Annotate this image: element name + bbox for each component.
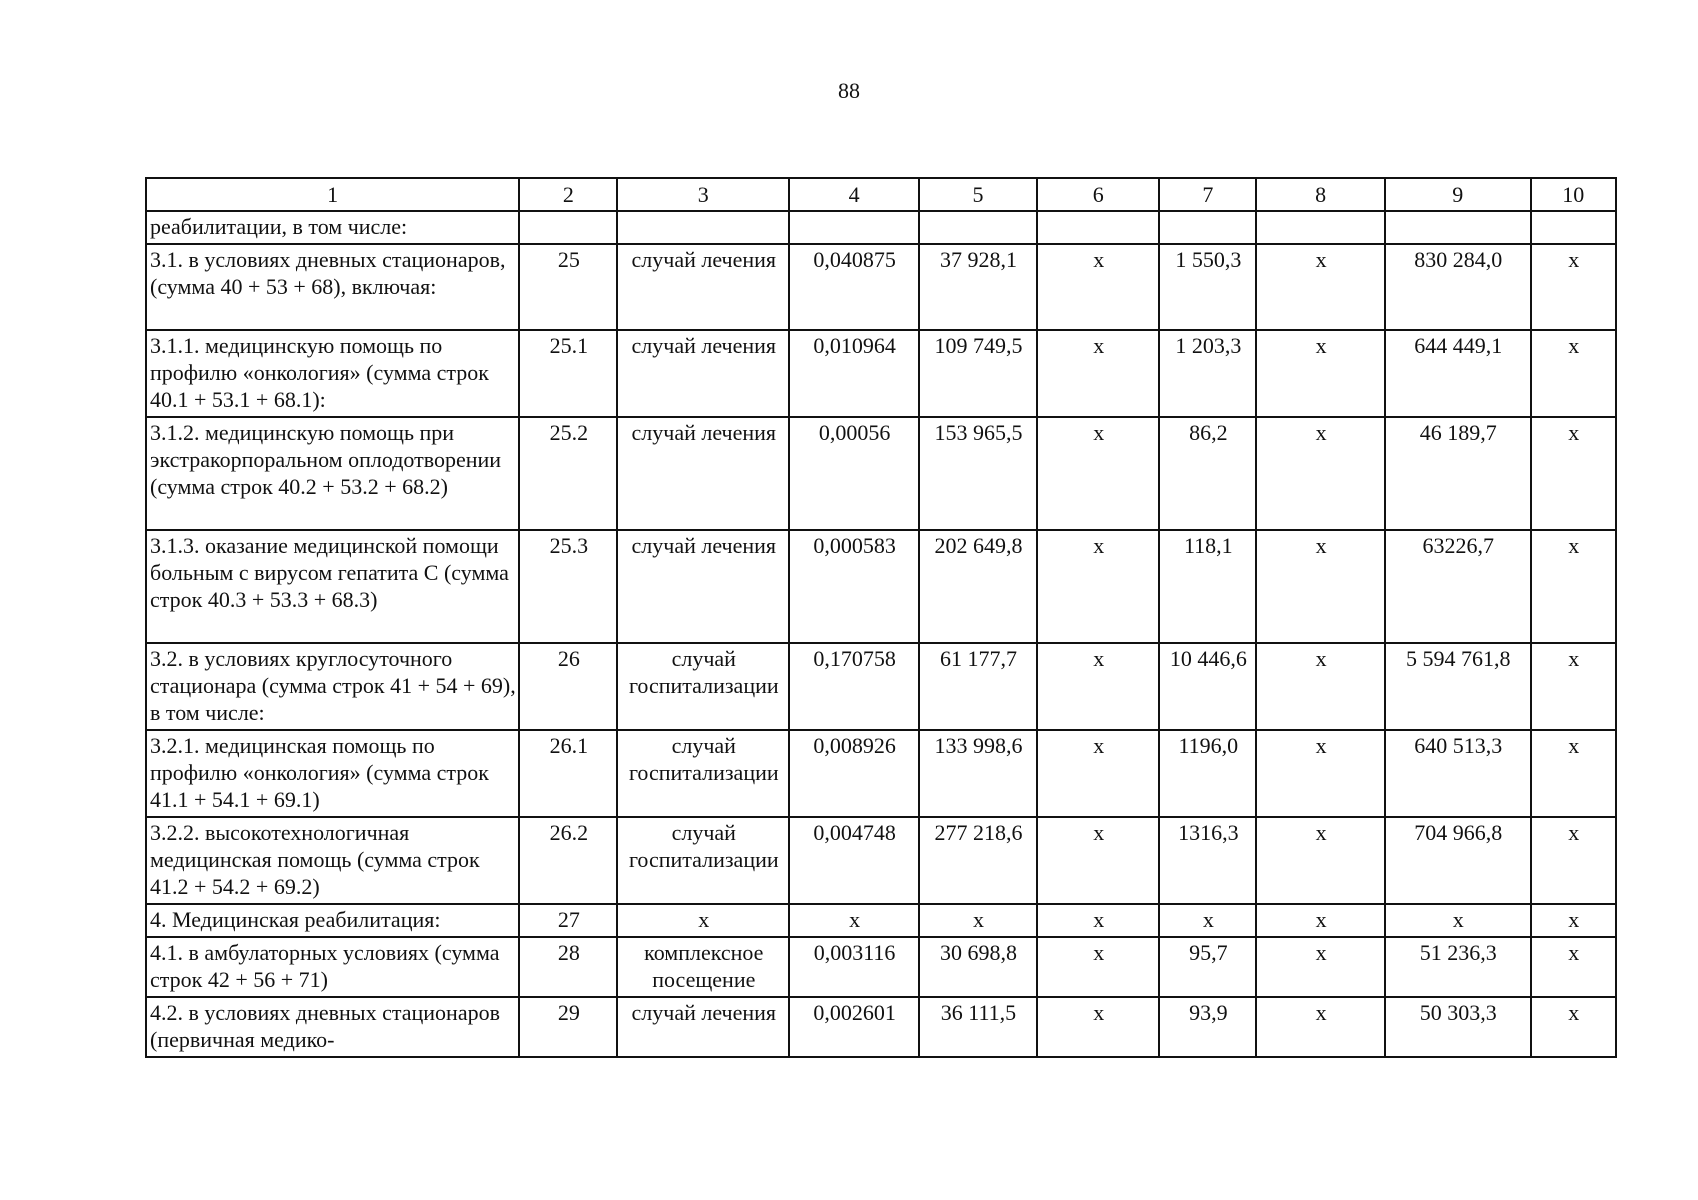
table-row bbox=[146, 643, 1616, 730]
cell-unit: х bbox=[617, 904, 789, 937]
cell-norm-volume: 0,002601 bbox=[789, 997, 919, 1057]
cell-norm-volume: 0,008926 bbox=[789, 730, 919, 817]
cell-norm-cost: 153 965,5 bbox=[919, 417, 1037, 530]
data-table bbox=[145, 177, 1617, 1058]
column-header-8: 8 bbox=[1256, 178, 1385, 211]
cell-col-8: х bbox=[1256, 937, 1385, 997]
cell-col-8: х bbox=[1256, 730, 1385, 817]
cell-per-capita: 86,2 bbox=[1159, 417, 1256, 530]
cell-col-6: х bbox=[1037, 530, 1159, 643]
cell-col-10: х bbox=[1531, 330, 1616, 417]
cell-unit: случай лечения bbox=[617, 330, 789, 417]
column-header-1: 1 bbox=[146, 178, 519, 211]
cell-norm-cost bbox=[919, 211, 1037, 244]
table-row bbox=[146, 730, 1616, 817]
cell-col-6: х bbox=[1037, 997, 1159, 1057]
cell-col-8 bbox=[1256, 211, 1385, 244]
cell-row-number: 29 bbox=[519, 997, 617, 1057]
cell-col-10: х bbox=[1531, 904, 1616, 937]
cell-col-6: х bbox=[1037, 817, 1159, 904]
cell-row-number bbox=[519, 211, 617, 244]
cell-col-10: х bbox=[1531, 997, 1616, 1057]
cell-description: 3.2.1. медицинская помощь по профилю «онкология» (сумма строк 41.1 + 54.1 + 69.1) bbox=[146, 730, 519, 817]
cell-col-10: х bbox=[1531, 643, 1616, 730]
cell-col-8: х bbox=[1256, 643, 1385, 730]
cell-description: 3.1.3. оказание медицинской помощи больным с вирусом гепатита С (сумма строк 40.3 + 53.3 + 68.3) bbox=[146, 530, 519, 643]
cell-col-10: х bbox=[1531, 817, 1616, 904]
cell-description: 3.2.2. высокотехнологичная медицинская помощь (сумма строк 41.2 + 54.2 + 69.2) bbox=[146, 817, 519, 904]
table-row bbox=[146, 417, 1616, 530]
cell-col-6: х bbox=[1037, 730, 1159, 817]
cell-norm-volume: 0,000583 bbox=[789, 530, 919, 643]
cell-total-cost: 640 513,3 bbox=[1385, 730, 1531, 817]
cell-col-8: х bbox=[1256, 417, 1385, 530]
cell-unit bbox=[617, 211, 789, 244]
cell-total-cost: 50 303,3 bbox=[1385, 997, 1531, 1057]
cell-total-cost: 51 236,3 bbox=[1385, 937, 1531, 997]
cell-total-cost: 830 284,0 bbox=[1385, 244, 1531, 330]
page-number: 88 bbox=[838, 78, 860, 103]
cell-per-capita: 10 446,6 bbox=[1159, 643, 1256, 730]
cell-norm-volume: 0,00056 bbox=[789, 417, 919, 530]
cell-unit: случай лечения bbox=[617, 244, 789, 330]
cell-row-number: 25.2 bbox=[519, 417, 617, 530]
table-row bbox=[146, 330, 1616, 417]
table-row bbox=[146, 997, 1616, 1057]
cell-unit: случай лечения bbox=[617, 417, 789, 530]
cell-description: 4. Медицинская реабилитация: bbox=[146, 904, 519, 937]
column-header-10: 10 bbox=[1531, 178, 1616, 211]
cell-description: 3.1. в условиях дневных стационаров, (сумма 40 + 53 + 68), включая: bbox=[146, 244, 519, 330]
column-header-2: 2 bbox=[519, 178, 617, 211]
cell-per-capita: 95,7 bbox=[1159, 937, 1256, 997]
cell-row-number: 26.1 bbox=[519, 730, 617, 817]
cell-norm-cost: 61 177,7 bbox=[919, 643, 1037, 730]
cell-norm-cost: 30 698,8 bbox=[919, 937, 1037, 997]
cell-col-10: х bbox=[1531, 937, 1616, 997]
cell-row-number: 25.1 bbox=[519, 330, 617, 417]
cell-col-10 bbox=[1531, 211, 1616, 244]
cell-total-cost: 5 594 761,8 bbox=[1385, 643, 1531, 730]
cell-col-6: х bbox=[1037, 904, 1159, 937]
cell-norm-cost: 202 649,8 bbox=[919, 530, 1037, 643]
cell-row-number: 25 bbox=[519, 244, 617, 330]
cell-description: 3.1.1. медицинскую помощь по профилю «онкология» (сумма строк 40.1 + 53.1 + 68.1): bbox=[146, 330, 519, 417]
cell-total-cost bbox=[1385, 211, 1531, 244]
cell-row-number: 26 bbox=[519, 643, 617, 730]
cell-unit: комплексное посещение bbox=[617, 937, 789, 997]
cell-norm-cost: 277 218,6 bbox=[919, 817, 1037, 904]
table-row bbox=[146, 211, 1616, 244]
cell-total-cost: 63226,7 bbox=[1385, 530, 1531, 643]
cell-norm-volume: 0,170758 bbox=[789, 643, 919, 730]
cell-unit: случай госпитализации bbox=[617, 817, 789, 904]
cell-norm-cost: 36 111,5 bbox=[919, 997, 1037, 1057]
table-row bbox=[146, 817, 1616, 904]
cell-per-capita bbox=[1159, 211, 1256, 244]
cell-description: реабилитации, в том числе: bbox=[146, 211, 519, 244]
cell-description: 3.2. в условиях круглосуточного стационара (сумма строк 41 + 54 + 69), в том числе: bbox=[146, 643, 519, 730]
cell-norm-cost: х bbox=[919, 904, 1037, 937]
cell-per-capita: 1316,3 bbox=[1159, 817, 1256, 904]
cell-col-10: х bbox=[1531, 244, 1616, 330]
table-row bbox=[146, 530, 1616, 643]
cell-total-cost: х bbox=[1385, 904, 1531, 937]
column-header-6: 6 bbox=[1037, 178, 1159, 211]
cell-col-6: х bbox=[1037, 417, 1159, 530]
cell-col-6: х bbox=[1037, 330, 1159, 417]
column-header-7: 7 bbox=[1159, 178, 1256, 211]
cell-total-cost: 46 189,7 bbox=[1385, 417, 1531, 530]
cell-col-8: х bbox=[1256, 817, 1385, 904]
cell-unit: случай госпитализации bbox=[617, 730, 789, 817]
column-header-9: 9 bbox=[1385, 178, 1531, 211]
cell-row-number: 28 bbox=[519, 937, 617, 997]
table-row bbox=[146, 904, 1616, 937]
cell-col-8: х bbox=[1256, 904, 1385, 937]
cell-row-number: 27 bbox=[519, 904, 617, 937]
cell-col-6 bbox=[1037, 211, 1159, 244]
cell-per-capita: 1 203,3 bbox=[1159, 330, 1256, 417]
cell-description: 4.2. в условиях дневных стационаров (первичная медико- bbox=[146, 997, 519, 1057]
cell-col-10: х bbox=[1531, 417, 1616, 530]
cell-per-capita: 93,9 bbox=[1159, 997, 1256, 1057]
cell-per-capita: 1196,0 bbox=[1159, 730, 1256, 817]
cell-norm-cost: 109 749,5 bbox=[919, 330, 1037, 417]
cell-description: 3.1.2. медицинскую помощь при экстракорпоральном оплодотворении (сумма строк 40.2 + 53.2 + 68.2) bbox=[146, 417, 519, 530]
header-row bbox=[146, 178, 1616, 211]
cell-total-cost: 704 966,8 bbox=[1385, 817, 1531, 904]
cell-unit: случай госпитализации bbox=[617, 643, 789, 730]
cell-per-capita: х bbox=[1159, 904, 1256, 937]
column-header-3: 3 bbox=[617, 178, 789, 211]
cell-col-8: х bbox=[1256, 330, 1385, 417]
cell-norm-cost: 37 928,1 bbox=[919, 244, 1037, 330]
cell-norm-cost: 133 998,6 bbox=[919, 730, 1037, 817]
cell-col-10: х bbox=[1531, 730, 1616, 817]
table-row bbox=[146, 244, 1616, 330]
cell-unit: случай лечения bbox=[617, 997, 789, 1057]
cell-total-cost: 644 449,1 bbox=[1385, 330, 1531, 417]
cell-description: 4.1. в амбулаторных условиях (сумма строк 42 + 56 + 71) bbox=[146, 937, 519, 997]
cell-col-6: х bbox=[1037, 937, 1159, 997]
cell-norm-volume: 0,003116 bbox=[789, 937, 919, 997]
cell-col-8: х bbox=[1256, 244, 1385, 330]
cell-row-number: 25.3 bbox=[519, 530, 617, 643]
cell-col-6: х bbox=[1037, 643, 1159, 730]
cell-col-8: х bbox=[1256, 997, 1385, 1057]
cell-per-capita: 118,1 bbox=[1159, 530, 1256, 643]
column-header-5: 5 bbox=[919, 178, 1037, 211]
column-header-4: 4 bbox=[789, 178, 919, 211]
cell-norm-volume: 0,010964 bbox=[789, 330, 919, 417]
cell-norm-volume bbox=[789, 211, 919, 244]
cell-norm-volume: 0,040875 bbox=[789, 244, 919, 330]
cell-col-10: х bbox=[1531, 530, 1616, 643]
cell-per-capita: 1 550,3 bbox=[1159, 244, 1256, 330]
table-row bbox=[146, 937, 1616, 997]
cell-col-6: х bbox=[1037, 244, 1159, 330]
cell-row-number: 26.2 bbox=[519, 817, 617, 904]
cell-col-8: х bbox=[1256, 530, 1385, 643]
cell-unit: случай лечения bbox=[617, 530, 789, 643]
cell-norm-volume: 0,004748 bbox=[789, 817, 919, 904]
cell-norm-volume: х bbox=[789, 904, 919, 937]
